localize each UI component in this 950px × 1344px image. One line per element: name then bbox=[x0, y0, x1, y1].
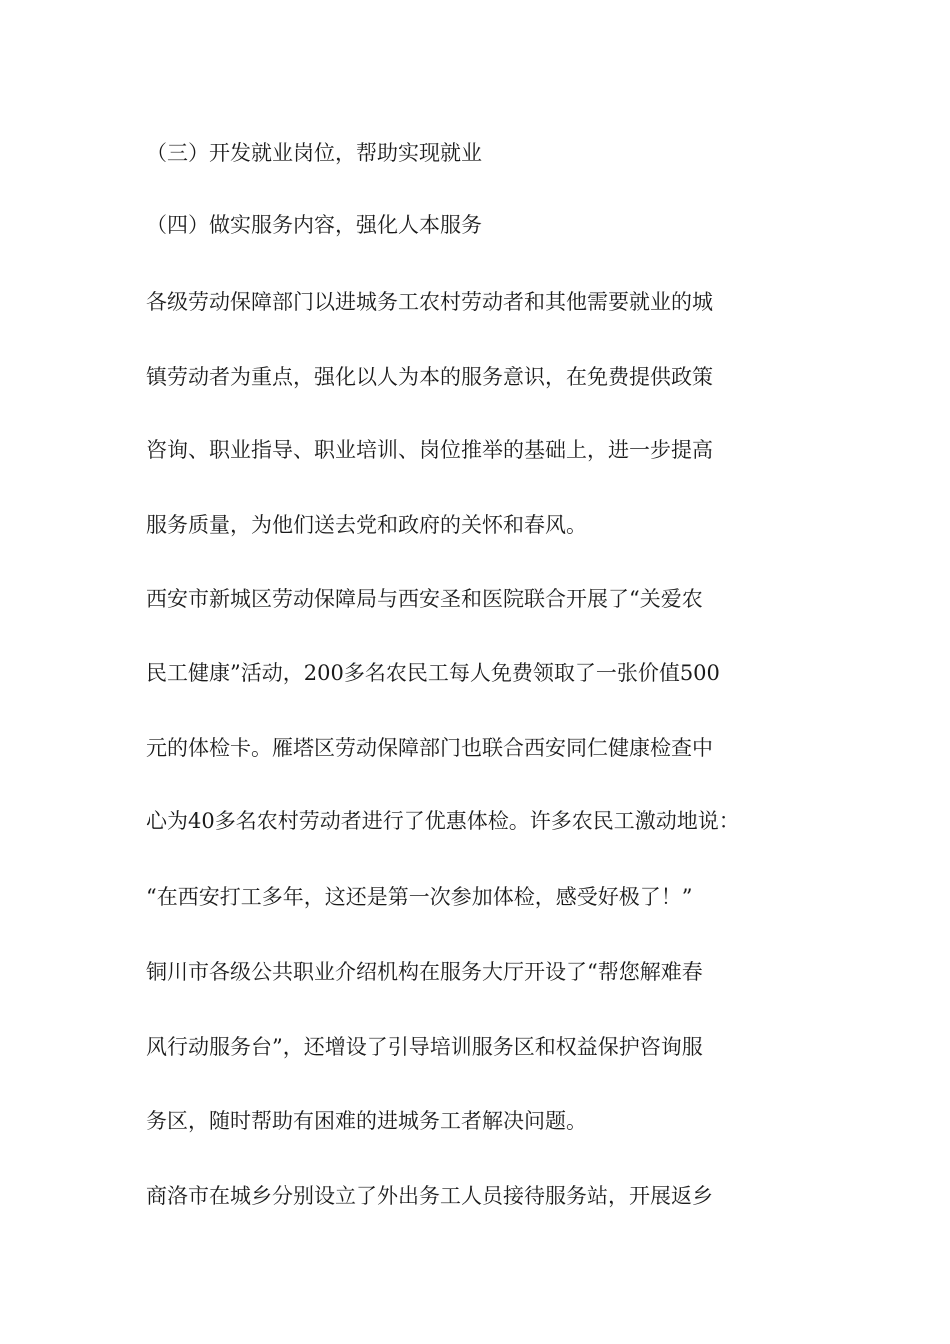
body-line: 务区，随时帮助有困难的进城务工者解决问题。 bbox=[146, 1109, 587, 1133]
body-line: 铜川市各级公共职业介绍机构在服务大厅开设了“帮您解难春 bbox=[146, 960, 703, 984]
body-line: 西安市新城区劳动保障局与西安圣和医院联合开展了“关爱农 bbox=[146, 587, 703, 611]
body-line: 风行动服务台”，还增设了引导培训服务区和权益保护咨询服 bbox=[146, 1035, 703, 1059]
body-line: 商洛市在城乡分别设立了外出务工人员接待服务站，开展返乡 bbox=[146, 1184, 713, 1208]
body-line: 元的体检卡。雁塔区劳动保障部门也联合西安同仁健康检查中 bbox=[146, 736, 713, 760]
body-line: 民工健康”活动，200多名农民工每人免费领取了一张价值500 bbox=[146, 661, 720, 685]
body-line: 服务质量，为他们送去党和政府的关怀和春风。 bbox=[146, 513, 587, 537]
body-line: 镇劳动者为重点，强化以人为本的服务意识，在免费提供政策 bbox=[146, 365, 713, 389]
body-line: 咨询、职业指导、职业培训、岗位推举的基础上，进一步提高 bbox=[146, 438, 713, 462]
body-line: 心为40多名农村劳动者进行了优惠体检。许多农民工激动地说： bbox=[146, 809, 740, 833]
section-heading-three: （三）开发就业岗位，帮助实现就业 bbox=[146, 141, 482, 165]
body-line: 各级劳动保障部门以进城务工农村劳动者和其他需要就业的城 bbox=[146, 290, 713, 314]
body-line: “在西安打工多年，这还是第一次参加体检，感受好极了！” bbox=[146, 885, 693, 909]
section-heading-four: （四）做实服务内容，强化人本服务 bbox=[146, 213, 482, 237]
